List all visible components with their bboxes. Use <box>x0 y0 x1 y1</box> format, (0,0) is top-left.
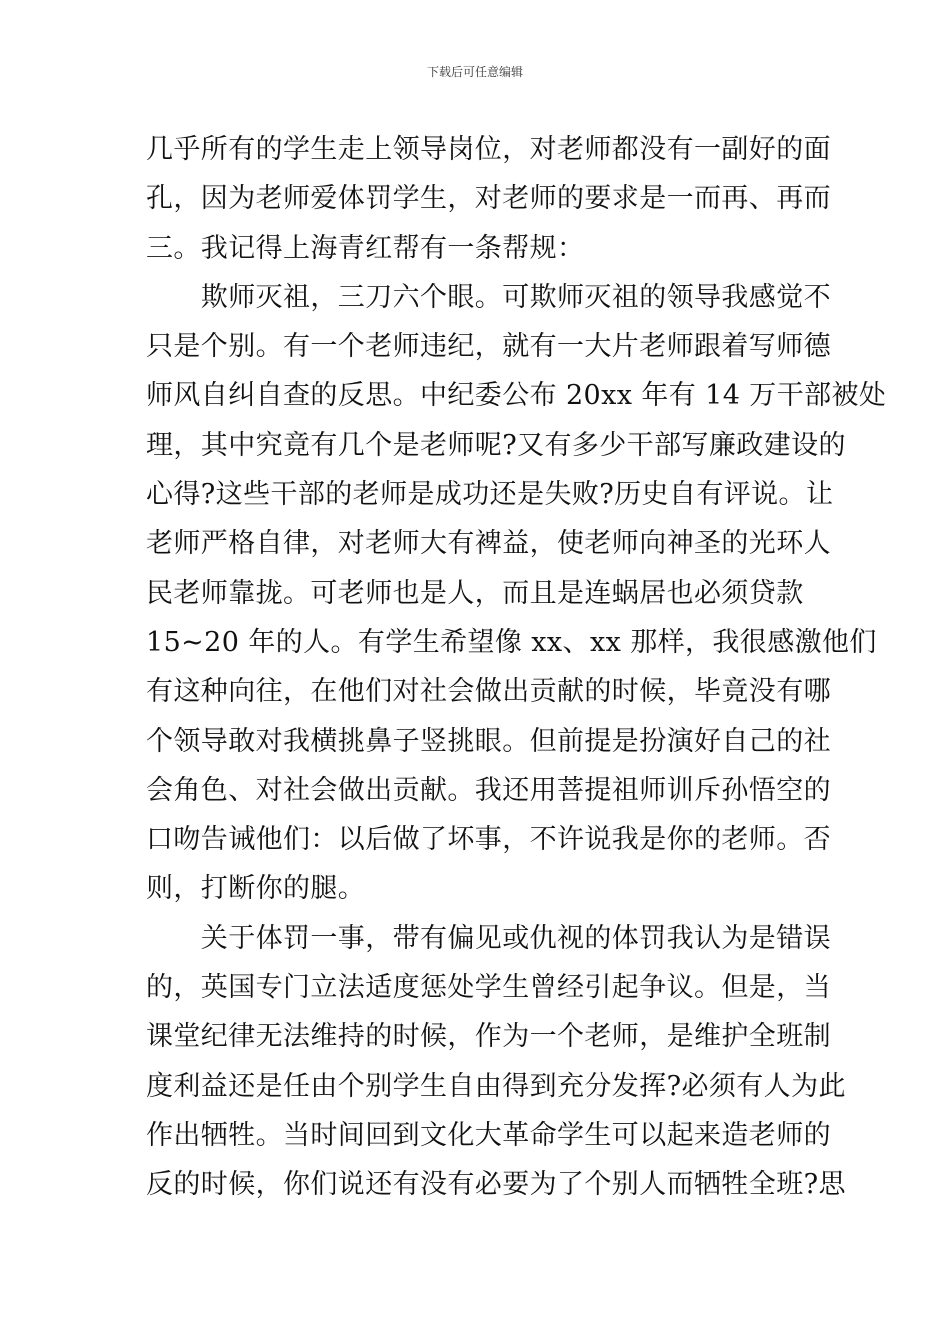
text-line: 只是个别。有一个老师违纪，就有一大片老师跟着写师德 <box>146 331 831 363</box>
text-line: 反的时候，你们说还有没有必要为了个别人而牺牲全班?思 <box>146 1169 846 1201</box>
text-line: 会角色、对社会做出贡献。我还用菩提祖师训斥孙悟空的 <box>146 774 831 806</box>
text-line: 师风自纠自查的反思。中纪委公布 20xx 年有 14 万干部被处 <box>146 380 887 412</box>
text-line: 度利益还是任由个别学生自由得到充分发挥?必须有人为此 <box>146 1070 846 1102</box>
document-body <box>146 125 887 1210</box>
text-line: 的，英国专门立法适度惩处学生曾经引起争议。但是，当 <box>146 972 831 1004</box>
text-line: 老师严格自律，对老师大有裨益，使老师向神圣的光环人 <box>146 528 831 560</box>
text-line: 孔，因为老师爱体罚学生，对老师的要求是一而再、再而 <box>146 183 831 215</box>
text-line: 则，打断你的腿。 <box>146 873 366 905</box>
text-line: 有这种向往，在他们对社会做出贡献的时候，毕竟没有哪 <box>146 676 831 708</box>
text-line: 理，其中究竟有几个是老师呢?又有多少干部写廉政建设的 <box>146 429 846 461</box>
text-line: 作出牺牲。当时间回到文化大革命学生可以起来造老师的 <box>146 1119 831 1151</box>
page-header: 下载后可任意编辑 <box>426 65 523 79</box>
text-line: 欺师灭祖，三刀六个眼。可欺师灭祖的领导我感觉不 <box>146 281 831 313</box>
text-line: 15~20 年的人。有学生希望像 xx、xx 那样，我很感激他们 <box>146 626 877 658</box>
text-line: 心得?这些干部的老师是成功还是失败?历史自有评说。让 <box>146 479 834 511</box>
text-line: 个领导敢对我横挑鼻子竖挑眼。但前提是扮演好自己的社 <box>146 725 831 757</box>
text-line: 三。我记得上海青红帮有一条帮规： <box>146 232 585 264</box>
text-line: 课堂纪律无法维持的时候，作为一个老师，是维护全班制 <box>146 1021 831 1053</box>
text-line: 几乎所有的学生走上领导岗位，对老师都没有一副好的面 <box>146 134 831 165</box>
text-line: 关于体罚一事，带有偏见或仇视的体罚我认为是错误 <box>146 922 831 954</box>
text-line: 民老师靠拢。可老师也是人，而且是连蜗居也必须贷款 <box>146 577 804 609</box>
text-line: 口吻告诫他们：以后做了坏事，不许说我是你的老师。否 <box>146 824 831 856</box>
